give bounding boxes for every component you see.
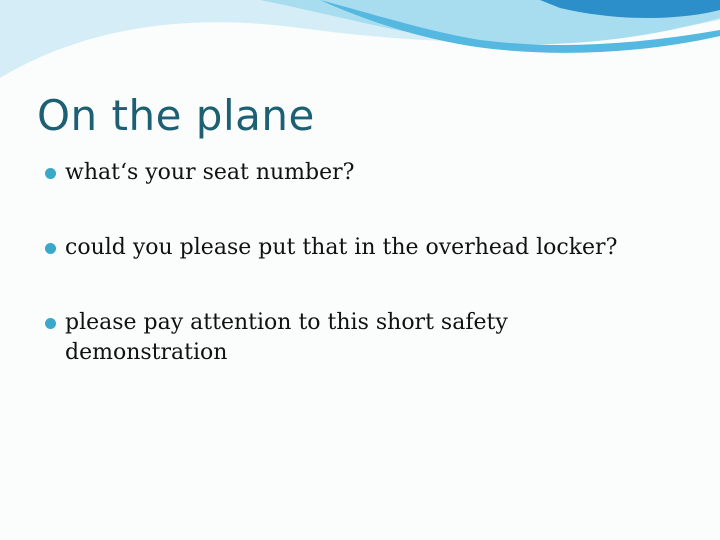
bullet-item	[45, 233, 695, 263]
wave-header-decoration	[0, 0, 720, 90]
bullet-text: please pay attention to this short safety demonstration	[65, 310, 508, 365]
bullet-dot-icon	[45, 243, 56, 254]
bullet-item	[45, 308, 695, 368]
slide-title: On the plane	[37, 91, 315, 140]
bullet-dot-icon	[45, 318, 56, 329]
bullet-dot-icon	[45, 168, 56, 179]
bullet-list	[45, 158, 695, 413]
bullet-item	[45, 158, 695, 188]
bullet-text: could you please put that in the overhead locker?	[65, 235, 618, 260]
bullet-text: what‘s your seat number?	[65, 160, 355, 185]
